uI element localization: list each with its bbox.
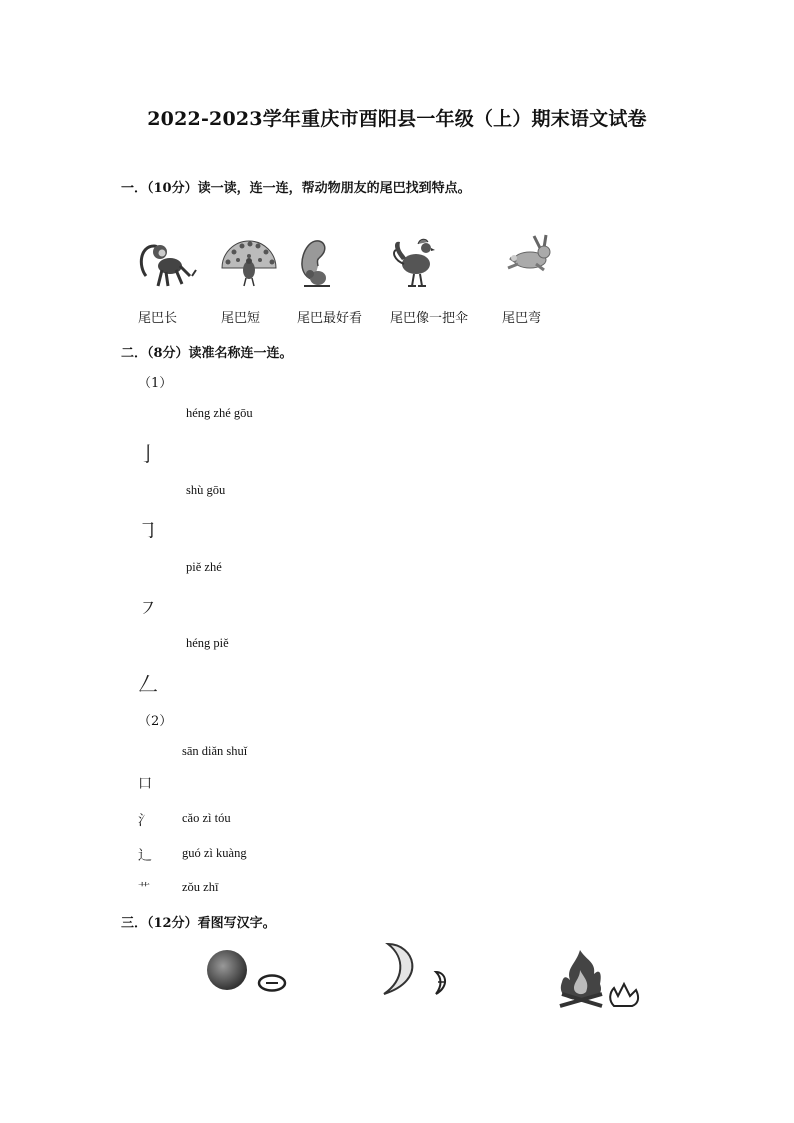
- radical-san-dian-shui: 氵: [138, 813, 152, 829]
- label-prettiest-tail: 尾巴最好看: [297, 311, 363, 326]
- stroke-pie-zhe: 𠃋: [138, 672, 158, 696]
- pinyin-cao-zi-tou: cǎo zì tóu: [182, 811, 231, 825]
- pinyin-heng-zhe-gou: héng zhé gōu: [186, 406, 253, 420]
- pinyin-guo-zi-kuang: guó zì kuàng: [182, 846, 247, 860]
- peacock-icon: [218, 234, 280, 290]
- rabbit-icon: [500, 234, 562, 290]
- label-umbrella-tail: 尾巴像一把伞: [390, 311, 469, 326]
- monkey-icon: [136, 236, 198, 292]
- stroke-heng-zhe-gou: ㇆: [138, 518, 158, 542]
- label-short-tail: 尾巴短: [221, 311, 261, 326]
- label-long-tail: 尾巴长: [138, 311, 178, 326]
- pinyin-san-dian-shui: sān diǎn shuǐ: [182, 744, 248, 758]
- stroke-heng-pie: ㇇: [138, 596, 158, 620]
- rooster-icon: [388, 234, 450, 290]
- radical-zou-zhi: 辶: [138, 848, 152, 864]
- label-curved-tail: 尾巴弯: [502, 311, 542, 326]
- section-3-heading: 三．（12分）看图写汉字。: [121, 916, 276, 931]
- part-2-label: （2）: [138, 714, 173, 729]
- pinyin-heng-pie: héng piě: [186, 636, 229, 650]
- pinyin-pie-zhe: piě zhé: [186, 560, 222, 574]
- stroke-shu-gou: 亅: [138, 442, 158, 466]
- pinyin-shu-gou: shù gōu: [186, 483, 226, 497]
- section-1-heading: 一．（10分）读一读，连一连，帮动物朋友的尾巴找到特点。: [121, 181, 471, 196]
- pinyin-zou-zhi: zǒu zhī: [182, 880, 219, 894]
- sun-icon: [204, 948, 290, 996]
- squirrel-icon: [290, 236, 340, 292]
- moon-icon: [378, 940, 460, 1000]
- section-2-heading: 二．（8分）读准名称连一连。: [121, 346, 293, 361]
- page-title: 2022-2023学年重庆市酉阳县一年级（上）期末语文试卷: [147, 108, 647, 130]
- radical-cao-zi-tou: 艹: [138, 881, 151, 895]
- radical-kou: 口: [138, 776, 152, 792]
- fire-icon: [556, 944, 646, 1014]
- part-1-label: （1）: [138, 376, 173, 391]
